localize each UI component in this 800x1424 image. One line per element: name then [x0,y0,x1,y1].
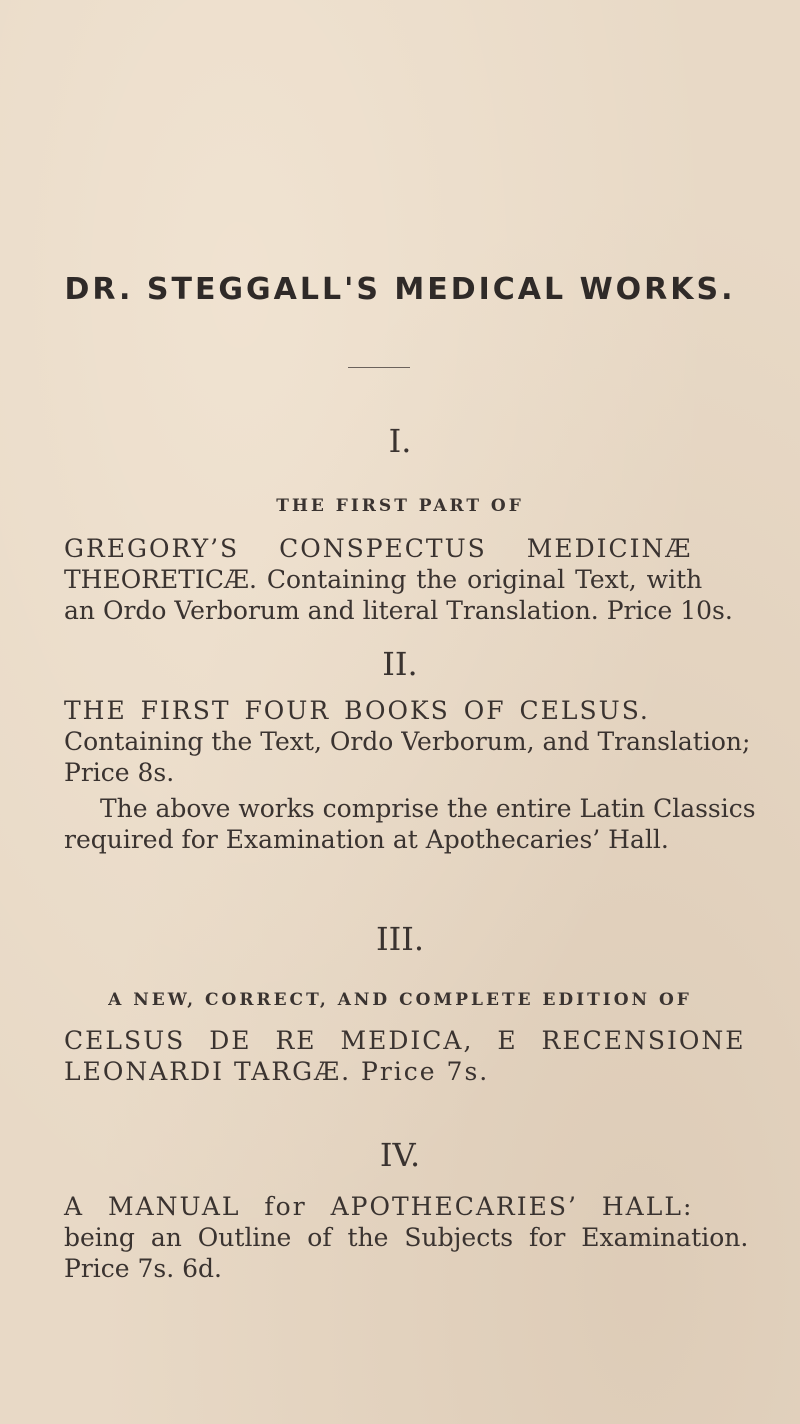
section-2-numeral: II. [382,645,418,683]
section-1-text [64,533,736,626]
section-1-line-2: THEORETICÆ. Containing the original Text, with [64,565,703,594]
section-1-kicker: THE FIRST PART OF [276,496,524,516]
section-4-numeral: IV. [379,1136,421,1174]
section-1-line-1: GREGORY’S CONSPECTUS MEDICINÆ [64,534,693,563]
section-1-line-3: an Ordo Verborum and literal Translation. Price 10s. [64,596,733,625]
section-3-numeral: III. [375,920,425,958]
section-2-note-line-2: required for Examination at Apothecaries’ Hall. [64,825,669,854]
running-title: DR. STEGGALL'S MEDICAL WORKS. [64,272,736,307]
section-1-numeral: I. [388,422,412,460]
section-4-line-1: A MANUAL for APOTHECARIES’ HALL: [64,1192,694,1221]
section-3-kicker: A NEW, CORRECT, AND COMPLETE EDITION OF [108,990,692,1010]
section-4-line-3: Price 7s. 6d. [64,1254,222,1283]
section-2-line-1: THE FIRST FOUR BOOKS OF CELSUS. [64,696,650,725]
section-3-line-2: LEONARDI TARGÆ. Price 7s. [64,1057,490,1086]
section-3-text [64,1025,746,1087]
title-rule [348,367,410,368]
section-2-note [64,793,756,855]
section-2-line-3: Price 8s. [64,758,175,787]
section-3-line-1: CELSUS DE RE MEDICA, E RECENSIONE [64,1026,746,1055]
section-4-text [64,1191,749,1284]
section-2-line-2: Containing the Text, Ordo Verborum, and Translation; [64,727,751,756]
section-2-note-line-1: The above works comprise the entire Latin Classics [100,794,756,823]
section-4-line-2: being an Outline of the Subjects for Examination. [64,1223,749,1252]
section-2-text [64,695,751,788]
